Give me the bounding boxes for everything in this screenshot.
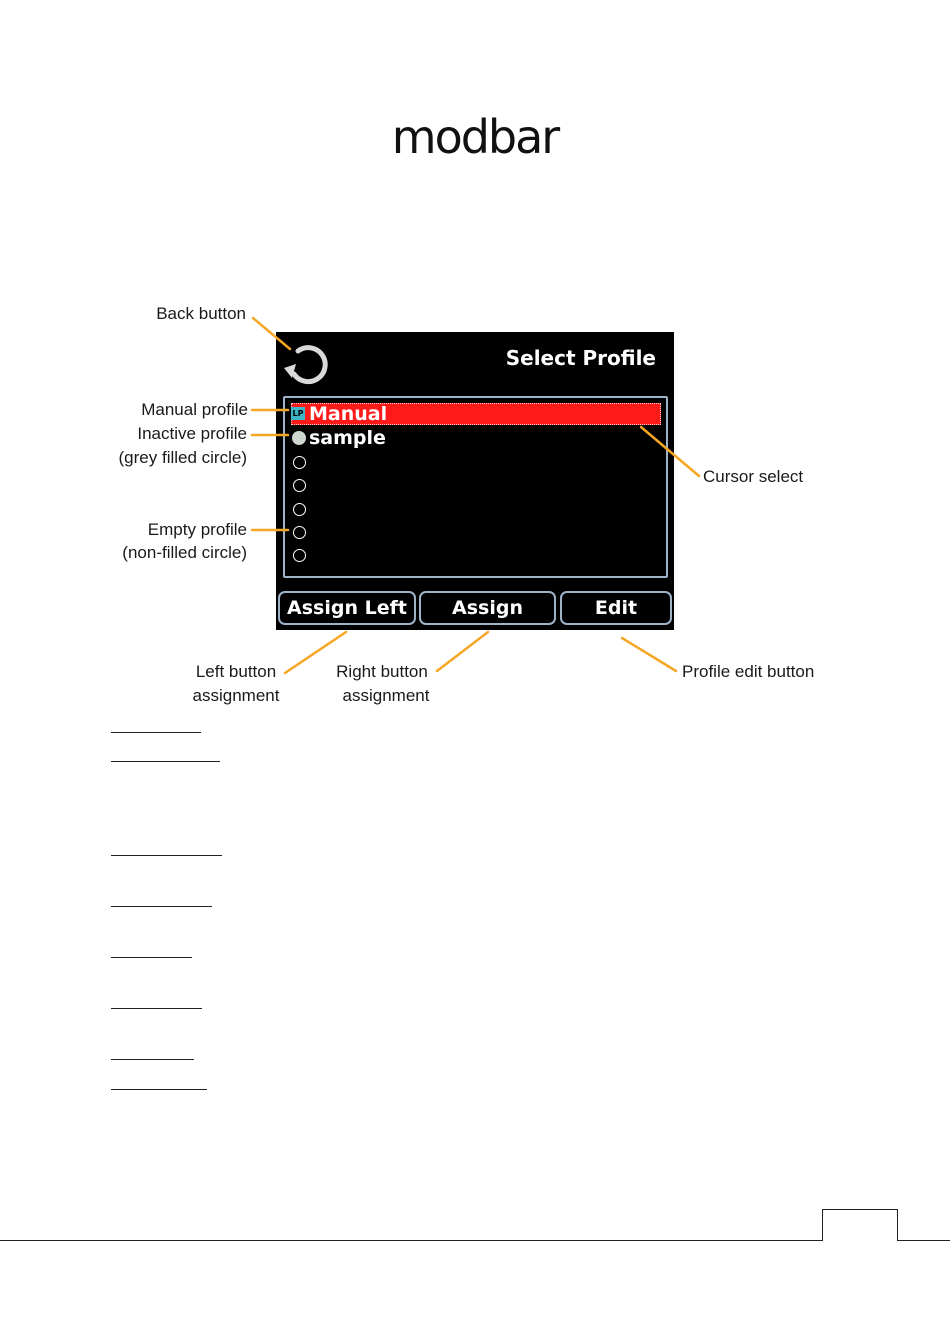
blank-rule	[111, 761, 220, 762]
annotation-cursor-select: Cursor select	[703, 467, 804, 486]
blank-rule	[111, 732, 201, 733]
profile-row-empty[interactable]	[291, 451, 661, 473]
annotation-empty-profile: Empty profile	[147, 520, 247, 539]
blank-rule	[111, 957, 192, 958]
screen-title: Select Profile	[505, 346, 656, 370]
empty-profile-icon	[293, 456, 306, 469]
profile-label: Manual	[309, 403, 388, 425]
empty-profile-icon	[293, 479, 306, 492]
inactive-profile-icon	[292, 431, 306, 445]
annotation-empty-note: (non-filled circle)	[122, 543, 247, 562]
profile-row-empty[interactable]	[291, 474, 661, 496]
profile-row-empty[interactable]	[291, 521, 661, 543]
footer-rule	[0, 1240, 822, 1241]
assign-right-button[interactable]: Assign Right	[419, 591, 556, 625]
blank-rule	[111, 1008, 202, 1009]
annotation-left-button-2: assignment	[192, 686, 280, 705]
device-screen	[276, 332, 674, 649]
annotation-manual-profile: Manual profile	[141, 400, 248, 419]
blank-rule	[111, 1089, 207, 1090]
blank-rule	[111, 906, 212, 907]
empty-profile-icon	[293, 526, 306, 539]
profile-row-empty[interactable]	[291, 544, 661, 566]
modbar-logo: modbar	[391, 110, 559, 164]
page-number-box	[822, 1209, 898, 1241]
edit-button[interactable]: Edit	[560, 591, 672, 625]
profile-label: sample	[309, 427, 386, 449]
annotation-left-button-1: Left button	[195, 662, 277, 681]
profile-row-manual[interactable]	[291, 403, 661, 425]
annotation-inactive-note: (grey filled circle)	[118, 448, 247, 467]
annotation-right-button-1: Right button	[336, 662, 428, 681]
blank-rule	[111, 1059, 194, 1060]
annotation-back-button: Back button	[156, 304, 246, 323]
assign-left-button[interactable]: Assign Left	[278, 591, 416, 625]
profile-row-empty[interactable]	[291, 498, 661, 520]
annotation-profile-edit: Profile edit button	[682, 662, 815, 681]
annotation-right-button-2: assignment	[342, 686, 430, 705]
blank-rule	[111, 855, 222, 856]
annotation-inactive-profile: Inactive profile	[137, 424, 247, 443]
empty-profile-icon	[293, 503, 306, 516]
empty-profile-icon	[293, 549, 306, 562]
footer-rule	[898, 1240, 950, 1241]
refresh-back-icon[interactable]	[282, 338, 332, 388]
profile-row-sample[interactable]	[291, 427, 661, 449]
manual-profile-icon: LP	[292, 409, 304, 418]
profile-list	[283, 396, 668, 578]
